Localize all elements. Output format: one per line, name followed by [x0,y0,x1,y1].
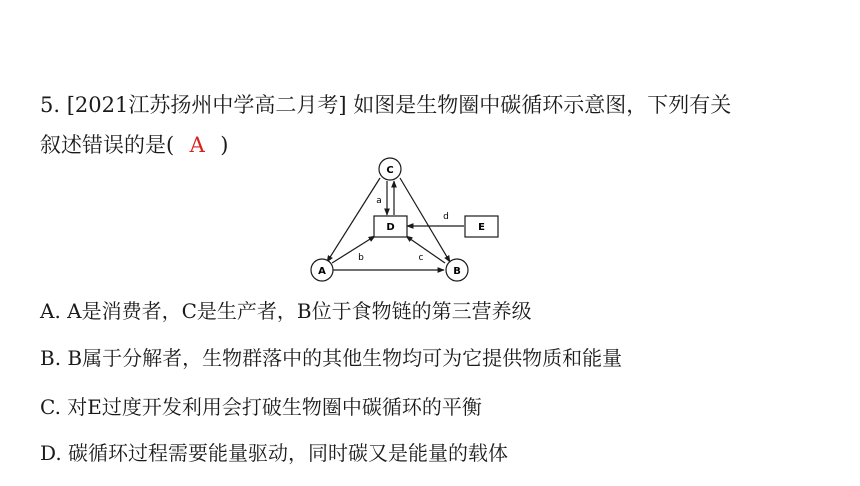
question-close-paren: ) [220,133,229,157]
question-line-1: 5. [2021江苏扬州中学高二月考] 如图是生物圈中碳循环示意图，下列有关 [40,93,732,117]
node-d [374,216,407,237]
edge-label-b: b [358,253,364,263]
arrow-b-to-d [406,236,445,263]
question-line-2 [40,130,228,160]
node-b-label: B [453,266,461,277]
edge-label-c: c [418,253,424,263]
option-a: A. A是消费者，C是生产者，B位于食物链的第三营养级 [40,299,532,323]
arrow-a-to-d [332,236,375,263]
node-e-label: E [478,222,485,233]
node-c [379,158,401,180]
answer-text: A [189,133,205,157]
node-c-label: C [386,165,394,176]
question-line-2-text: 叙述错误的是( [40,133,175,157]
edge-label-a: a [376,196,382,206]
option-c: C. 对E过度开发利用会打破生物圈中碳循环的平衡 [40,395,482,419]
node-a-label: A [318,266,326,277]
carbon-cycle-diagram [300,152,510,292]
node-b [446,259,468,281]
node-e [465,216,498,237]
option-d: D. 碳循环过程需要能量驱动，同时碳又是能量的载体 [40,441,509,465]
edge-label-d: d [443,212,449,222]
option-b: B. B属于分解者，生物群落中的其他生物均可为它提供物质和能量 [40,346,623,370]
node-a [311,259,333,281]
node-d-label: D [386,222,395,233]
